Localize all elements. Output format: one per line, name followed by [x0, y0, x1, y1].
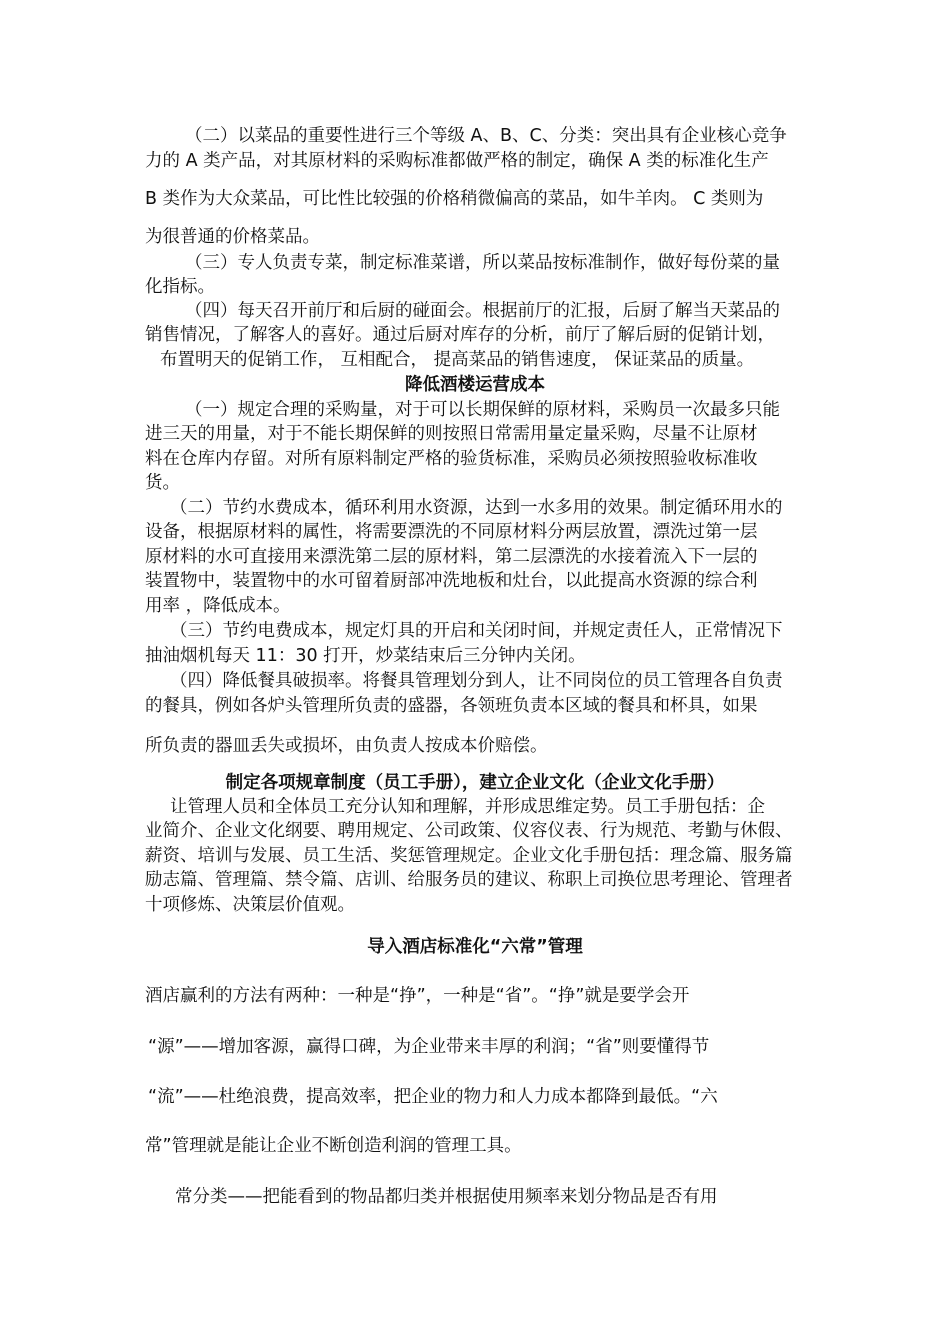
text-line: （四）每天召开前厅和后厨的碰面会。根据前厅的汇报，后厨了解当天菜品的 — [185, 301, 780, 321]
text-line: （一）规定合理的采购量，对于可以长期保鲜的原材料，采购员一次最多只能 — [185, 400, 780, 420]
text-line: 装置物中，装置物中的水可留着厨部冲洗地板和灶台，以此提高水资源的综合利 — [145, 571, 758, 591]
text-line: 励志篇、管理篇、禁令篇、店训、给服务员的建议、称职上司换位思考理论、管理者 — [145, 870, 793, 890]
text-line: 原材料的水可直接用来漂洗第二层的原材料，第二层漂洗的水接着流入下一层的 — [145, 547, 758, 567]
text-line: 常分类——把能看到的物品都归类并根据使用频率来划分物品是否有用 — [175, 1187, 718, 1207]
text-line: 料在仓库内存留。对所有原料制定严格的验货标准，采购员必须按照验收标准收 — [145, 449, 758, 469]
text-line: 货。 — [145, 473, 180, 493]
section-heading: 制定各项规章制度（员工手册），建立企业文化（企业文化手册） — [225, 773, 725, 793]
text-line: （三）节约电费成本，规定灯具的开启和关闭时间，并规定责任人，正常情况下 — [170, 621, 783, 641]
text-line: （二）以菜品的重要性进行三个等级 A、B、C、分类：突出具有企业核心竞争 — [185, 126, 787, 146]
text-line: 十项修炼、决策层价值观。 — [145, 895, 355, 915]
text-line: （二）节约水费成本，循环利用水资源，达到一水多用的效果。制定循环用水的 — [170, 498, 783, 518]
section-heading: 降低酒楼运营成本 — [405, 375, 545, 395]
text-line: 化指标。 — [145, 277, 215, 297]
text-line: 力的 A 类产品，对其原材料的采购标准都做严格的制定，确保 A 类的标准化生产 — [145, 151, 769, 171]
text-line: 常”管理就是能让企业不断创造利润的管理工具。 — [145, 1136, 522, 1156]
text-line: 设备，根据原材料的属性，将需要漂洗的不同原材料分两层放置，漂洗过第一层 — [145, 522, 758, 542]
text-line: （四）降低餐具破损率。将餐具管理划分到人，让不同岗位的员工管理各自负责 — [170, 671, 783, 691]
text-line: 所负责的器皿丢失或损坏，由负责人按成本价赔偿。 — [145, 736, 548, 756]
text-line: 进三天的用量，对于不能长期保鲜的则按照日常需用量定量采购，尽量不让原材 — [145, 424, 758, 444]
text-line: 薪资、培训与发展、员工生活、奖惩管理规定。企业文化手册包括：理念篇、服务篇 — [145, 846, 793, 866]
section-heading: 导入酒店标准化“六常”管理 — [367, 937, 583, 957]
text-line: 为很普通的价格菜品。 — [145, 227, 320, 247]
text-line: （三）专人负责专菜，制定标准菜谱，所以菜品按标准制作，做好每份菜的量 — [185, 253, 780, 273]
text-line: 销售情况，了解客人的喜好。通过后厨对库存的分析，前厅了解后厨的促销计划， — [145, 325, 775, 345]
text-line: “流”——杜绝浪费，提高效率，把企业的物力和人力成本都降到最低。“六 — [148, 1087, 718, 1107]
text-line: 业简介、企业文化纲要、聘用规定、公司政策、仪容仪表、行为规范、考勤与休假、 — [145, 821, 793, 841]
text-line: “源”——增加客源，赢得口碑，为企业带来丰厚的利润；“省”则要懂得节 — [148, 1037, 710, 1057]
text-line: B 类作为大众菜品，可比性比较强的价格稍微偏高的菜品，如牛羊肉。 C 类则为 — [145, 189, 764, 209]
text-line: 酒店赢利的方法有两种：一种是“挣”，一种是“省”。“挣”就是要学会开 — [145, 986, 690, 1006]
text-line: 抽油烟机每天 11：30 打开，炒菜结束后三分钟内关闭。 — [145, 646, 586, 666]
text-line: 布置明天的促销工作， 互相配合， 提高菜品的销售速度， 保证菜品的质量。 — [160, 350, 755, 370]
text-line: 用率 ，降低成本。 — [145, 596, 291, 616]
text-line: 的餐具，例如各炉头管理所负责的盛器，各领班负责本区域的餐具和杯具，如果 — [145, 696, 758, 716]
text-line: 让管理人员和全体员工充分认知和理解，并形成思维定势。员工手册包括：企 — [170, 797, 765, 817]
